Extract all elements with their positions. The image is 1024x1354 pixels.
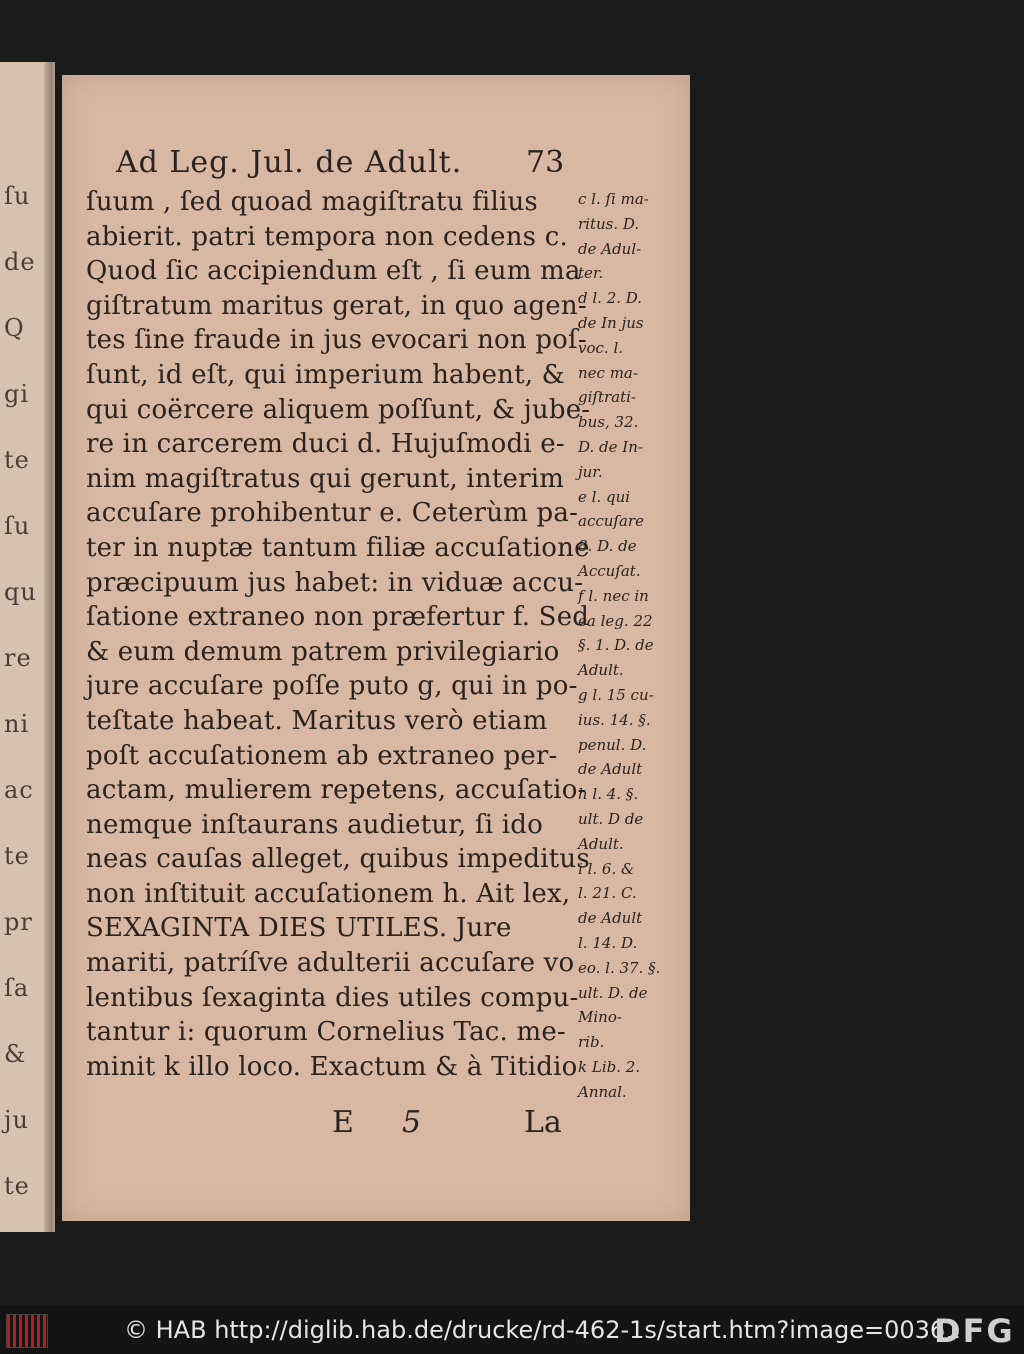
book-page <box>62 75 690 1221</box>
margin-note: d l. 2. D. <box>578 289 643 308</box>
margin-note: penul. D. <box>578 735 647 754</box>
text-line: & eum demum patrem privilegiario <box>86 636 560 667</box>
margin-note: l. 14. D. <box>578 933 638 952</box>
margin-note: i l. 6. & <box>578 859 635 878</box>
footer-bar <box>0 1306 1024 1354</box>
previous-page-fragment: te <box>4 1172 30 1200</box>
dfg-logo: DFG <box>934 1312 1015 1350</box>
margin-note: h l. 4. §. <box>578 785 639 804</box>
marginal-notes <box>578 187 678 1104</box>
text-line: ſuum , ſed quoad magiſtratu filius <box>86 187 538 217</box>
previous-page-fragment: Q <box>4 314 25 342</box>
text-line: lentibus ſexaginta dies utiles compu- <box>86 982 579 1013</box>
previous-page-fragment: ni <box>4 710 30 738</box>
text-line: mariti, patríſve adulterii accuſare vo <box>86 948 575 979</box>
text-line: SEXAGINTA DIES UTILES. Jure <box>86 913 512 944</box>
catchword: La <box>524 1105 562 1140</box>
margin-note: rib. <box>578 1033 605 1052</box>
text-line: non inſtituit accuſationem h. Ait lex, <box>86 878 571 909</box>
previous-page-fragment: & <box>4 1040 27 1068</box>
previous-page-fragment: ſa <box>4 974 30 1002</box>
previous-page-fragment: ſu <box>4 512 31 540</box>
previous-page-edge <box>0 62 55 1232</box>
text-line: giſtratum maritus gerat, in quo agen- <box>86 290 587 321</box>
text-line: accuſare prohibentur e. Ceterùm pa- <box>86 498 579 529</box>
text-line: tantur i: quorum Cornelius Tac. me- <box>86 1017 566 1048</box>
margin-note: l. 21. C. <box>578 884 637 903</box>
margin-note: Adult. <box>578 661 624 680</box>
margin-note: 8. D. de <box>578 537 637 556</box>
margin-note: accuſare <box>578 512 644 531</box>
text-line: poſt accuſationem ab extraneo per- <box>86 740 558 771</box>
margin-note: jur. <box>578 462 603 481</box>
text-line: ter in nuptæ tantum filiæ accuſatione <box>86 532 590 563</box>
text-line: abierit. patri tempora non cedens c. <box>86 221 568 252</box>
margin-note: Mino- <box>578 1008 622 1027</box>
margin-note: ritus. D. <box>578 214 640 233</box>
signature-number: 5 <box>402 1105 422 1140</box>
margin-note: §. 1. D. de <box>578 636 654 655</box>
text-line: neas cauſas alleget, quibus impeditus <box>86 844 590 875</box>
margin-note: c l. ſi ma- <box>578 190 649 208</box>
text-line: actam, mulierem repetens, accuſatio- <box>86 775 587 806</box>
margin-note: bus, 32. <box>578 413 639 432</box>
text-line: præcipuum jus habet: in viduæ accu- <box>86 567 584 598</box>
previous-page-fragment: te <box>4 446 30 474</box>
page-footer <box>332 1105 572 1141</box>
text-line: ſunt, id eſt, qui imperium habent, & <box>86 359 566 390</box>
previous-page-fragment: ju <box>4 1106 29 1134</box>
previous-page-fragment: qu <box>4 578 37 606</box>
text-line: minit k illo loco. Exactum & à Titidio <box>86 1051 578 1082</box>
text-line: Quod ſic accipiendum eſt , ſi eum ma <box>86 256 581 287</box>
text-line: nim magiſtratus qui gerunt, interim <box>86 463 565 494</box>
barcode-icon <box>6 1314 48 1348</box>
main-text-block <box>86 185 591 1084</box>
running-header: Ad Leg. Jul. de Adult. <box>116 145 463 180</box>
previous-page-fragment: ſu <box>4 182 31 210</box>
text-line: nemque inſtaurans audietur, ſi ido <box>86 809 543 840</box>
text-line: qui coërcere aliquem poſſunt, & jube- <box>86 394 591 425</box>
margin-note: ter. <box>578 264 604 283</box>
margin-note: f l. nec in <box>578 586 649 605</box>
margin-note: giſtrati- <box>578 388 636 407</box>
margin-note: de Adult <box>578 760 643 779</box>
copyright-link[interactable]: © HAB http://diglib.hab.de/drucke/rd-462-1s/start.htm?image=00361 <box>124 1316 961 1344</box>
margin-note: eo. l. 37. §. <box>578 958 661 977</box>
margin-note: de In jus <box>578 313 644 332</box>
margin-note: ius. 14. §. <box>578 710 651 729</box>
margin-note: nec ma- <box>578 363 638 382</box>
text-line: re in carcerem duci d. Hujuſmodi e- <box>86 429 565 460</box>
margin-note: voc. l. <box>578 338 624 357</box>
margin-note: k Lib. 2. <box>578 1057 641 1076</box>
page-fold-shadow <box>44 62 52 1232</box>
text-line: ſatione extraneo non præfertur f. Sed <box>86 602 590 633</box>
margin-note: g l. 15 cu- <box>578 685 654 704</box>
text-line: teſtate habeat. Maritus verò etiam <box>86 705 548 736</box>
margin-note: de Adult <box>578 909 643 928</box>
margin-note: ea leg. 22 <box>578 611 653 630</box>
margin-note: Adult. <box>578 834 624 853</box>
margin-note: D. de In- <box>578 437 643 456</box>
previous-page-fragment: pr <box>4 908 33 936</box>
signature-mark: E <box>332 1105 354 1140</box>
text-line: jure accuſare poſſe puto g, qui in po- <box>86 671 578 702</box>
previous-page-fragment: te <box>4 842 30 870</box>
text-line: tes ſine fraude in jus evocari non poſ- <box>86 325 587 356</box>
previous-page-fragment: de <box>4 248 36 276</box>
margin-note: Accuſat. <box>578 561 641 580</box>
page-number: 73 <box>526 145 565 180</box>
previous-page-fragment: ac <box>4 776 34 804</box>
margin-note: de Adul- <box>578 239 642 258</box>
margin-note: Annal. <box>578 1082 627 1101</box>
margin-note: ult. D. de <box>578 983 648 1002</box>
previous-page-fragment: gi <box>4 380 30 408</box>
previous-page-fragment: re <box>4 644 32 672</box>
margin-note: ult. D de <box>578 809 644 828</box>
margin-note: e l. qui <box>578 487 631 506</box>
